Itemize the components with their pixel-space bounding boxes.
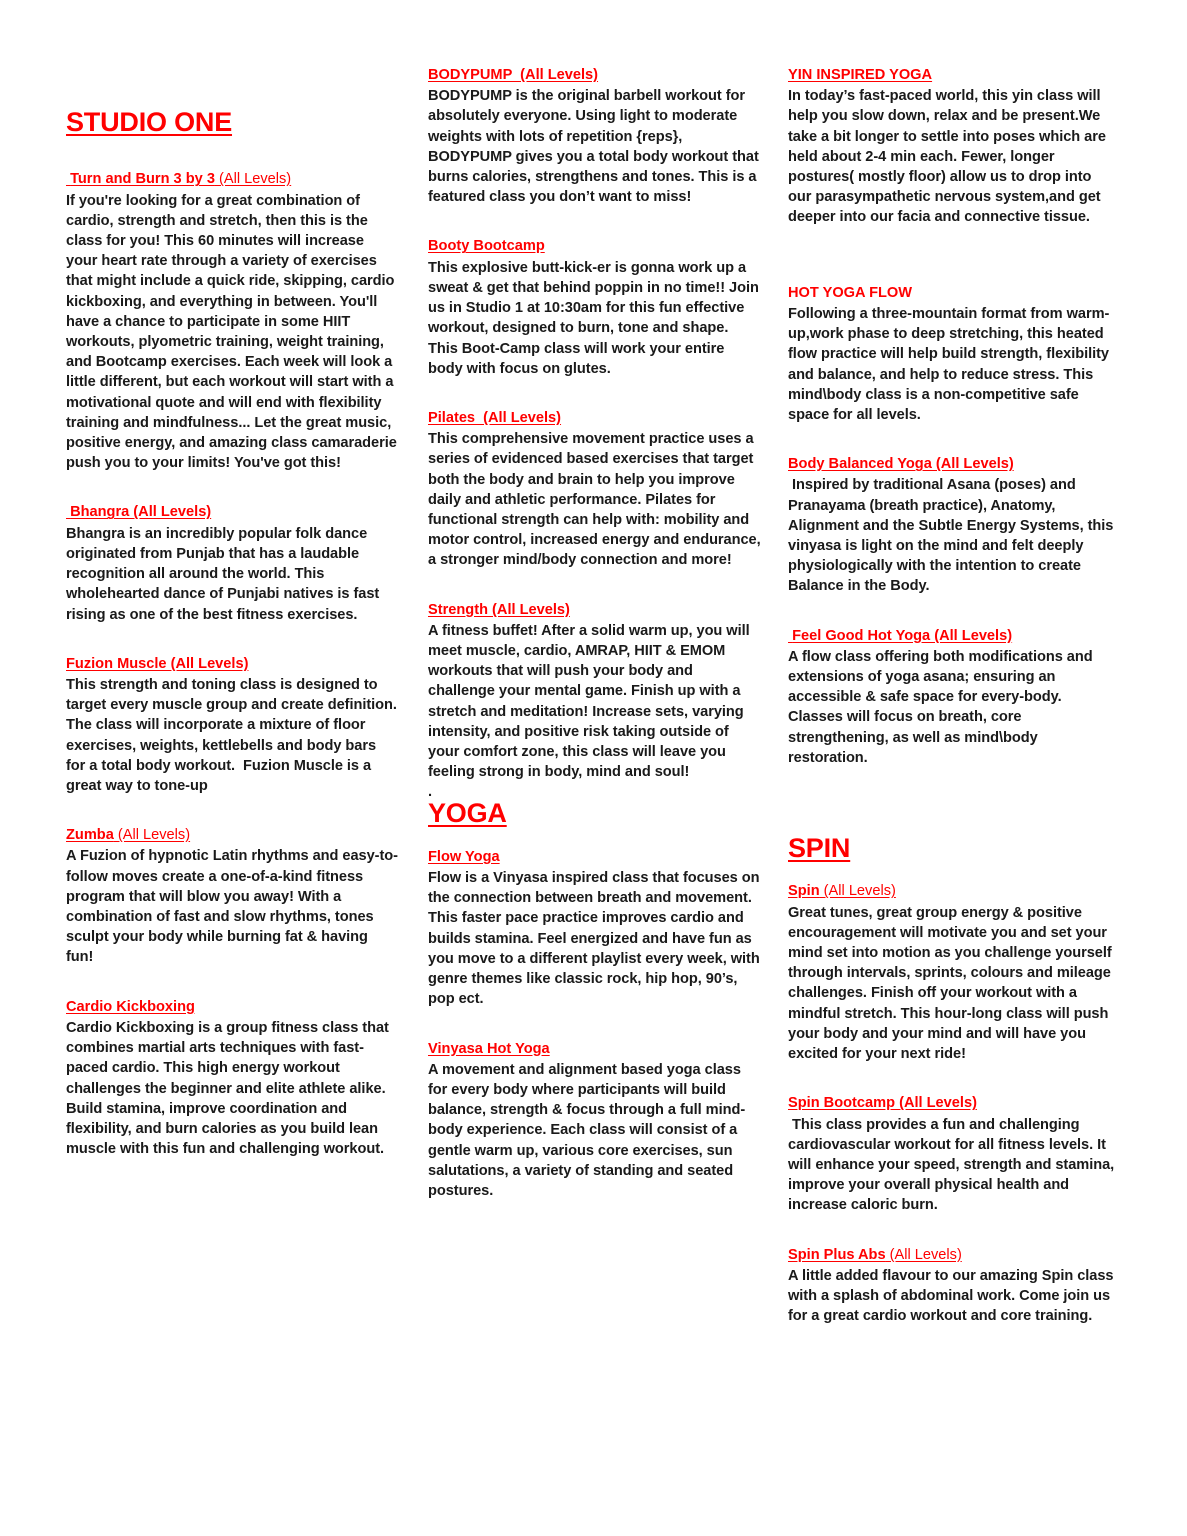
- class-block-body-balanced-yoga: [788, 455, 1118, 596]
- class-description: A Fuzion of hypnotic Latin rhythms and easy-to-follow moves create a one-of-a-kind fitness program that will blow you away! With a combination of fast and slow rhythms, tones sculpt your body while burning fat & having fun!: [66, 848, 398, 966]
- spacer: [428, 593, 762, 601]
- class-heading-spin: [788, 882, 1118, 901]
- class-block-spin-bootcamp: [788, 1094, 1118, 1215]
- spacer: [66, 647, 398, 655]
- class-block-flow-yoga: [428, 848, 762, 1010]
- class-block-feel-good-hot-yoga: [788, 627, 1118, 768]
- class-block-cardio-kickboxing: [66, 998, 398, 1160]
- class-description: In today’s fast-paced world, this yin class will help you slow down, relax and be present.We take a bit longer to settle into poses which are held about 2-4 min each. Fewer, longer postures( mostly floor) allow us to drop into our parasympathetic nervous system,and get deeper into our facia and connective tissue.: [788, 88, 1110, 226]
- heading-name: Booty Bootcamp: [428, 238, 545, 255]
- class-block-spin-plus-abs: [788, 1246, 1118, 1327]
- heading-name: Spin: [788, 883, 820, 900]
- spacer: [428, 229, 762, 237]
- column-left: [66, 0, 401, 1181]
- class-block-bodypump: [428, 66, 762, 207]
- class-block-vinyasa-hot-yoga: [428, 1040, 762, 1202]
- heading-name: Spin Plus Abs: [788, 1246, 886, 1263]
- column-middle: [428, 0, 765, 1223]
- class-description: Inspired by traditional Asana (poses) and Pranayama (breath practice), Anatomy, Alignment and the Subtle Energy Systems, this vinyasa is light on the mind and felt deeply physiologically with the intention to create Balance in the Body.: [788, 477, 1118, 595]
- class-block-pilates: [428, 409, 765, 571]
- spacer: [66, 495, 398, 503]
- class-block-booty-bootcamp: [428, 237, 762, 378]
- spacer: [428, 828, 762, 848]
- heading-name: Zumba: [66, 827, 114, 844]
- heading-name: BODYPUMP (All Levels): [428, 67, 599, 83]
- heading-name: Vinyasa Hot Yoga: [428, 1040, 550, 1057]
- class-description: If you're looking for a great combination of cardio, strength and stretch, then this is the class for you! This 60 minutes will increase your heart rate through a variety of exercises that might include a quick ride, skipping, cardio kickboxing, and everything in between. You'll have a chance to participate in some HIIT workouts, plyometric training, weight training, and Bootcamp exercises. Each week will look a little different, but each workout will start with a motivational quote and will end with flexibility training and mindfulness... Let the great music, positive energy, and amazing class camaraderie push you to your limits! You've got this!: [66, 192, 401, 472]
- heading-name: YIN INSPIRED YOGA: [788, 67, 933, 83]
- spacer: [66, 818, 398, 826]
- spacer: [428, 401, 762, 409]
- class-description: A fitness buffet! After a solid warm up, you will meet muscle, cardio, AMRAP, HIIT & EMOM workouts that will push your body and challenge your mental game. Finish up with a stretch and meditation! Increase sets, varying intensity, and positive risk taking outside of your comfort zone, this class will leave you feeling strong in body, mind and soul!: [428, 622, 754, 781]
- class-block-strength: [428, 601, 762, 800]
- class-description: This explosive butt-kick-er is gonna work up a sweat & get that behind poppin in no time!! Join us in Studio 1 at 10:30am for this fun effective workout, designed to burn, tone and shape. This Boot-Camp class will work your entire body with focus on glutes.: [428, 259, 763, 377]
- section-title-studio-one: STUDIO ONE: [66, 107, 233, 137]
- spacer: [428, 1032, 762, 1040]
- class-block-turn-and-burn: [66, 170, 401, 473]
- class-description: This comprehensive movement practice uses a series of evidenced based exercises that target both the body and brain to help you improve daily and athletic performance. Pilates for functional strength can help with: mobility and motor control, increased energy and endurance, a stronger mind/body connection and more!: [428, 431, 765, 569]
- heading-name: Cardio Kickboxing: [66, 998, 195, 1015]
- class-block-zumba: [66, 826, 398, 967]
- spacer: [66, 136, 398, 170]
- heading-level: (All Levels): [113, 827, 191, 844]
- class-heading-zumba: [66, 826, 398, 845]
- heading-name: Strength (All Levels): [428, 601, 570, 618]
- class-description: This strength and toning class is designed to target every muscle group and create definition. The class will incorporate a mixture of floor exercises, weights, kettlebells and body bars for a total body workout. Fuzion Muscle is a great way to tone-up: [66, 676, 401, 794]
- heading-name: HOT YOGA FLOW: [788, 284, 913, 301]
- spacer: [788, 619, 1118, 627]
- class-block-hot-yoga-flow: [788, 284, 1118, 425]
- class-description: A flow class offering both modifications and extensions of yoga asana; ensuring an accessible & safe space for every-body. Classes will focus on breath, core strengthening, as well as mind\body restoration.: [788, 648, 1097, 766]
- spacer: [66, 990, 398, 998]
- class-heading-turn-and-burn: [66, 170, 398, 189]
- class-description: BODYPUMP is the original barbell workout for absolutely everyone. Using light to moderate weights with lots of repetition {reps}, BODYPUMP gives you a total body workout that burns calories, strengthens and tones. This is a featured class you don’t want to miss!: [428, 88, 763, 206]
- spacer: [788, 862, 1118, 882]
- class-heading-spin-plus-abs: [788, 1246, 1118, 1265]
- heading-name: Feel Good Hot Yoga (All Levels): [792, 627, 1013, 644]
- heading-name: Turn and Burn 3 by 3: [70, 171, 215, 188]
- heading-level: (All Levels): [214, 171, 292, 188]
- class-description: Bhangra is an incredibly popular folk dance originated from Punjab that has a laudable recognition all around the world. This wholehearted dance of Punjabi natives is fast rising as one of the best fitness exercises.: [66, 525, 384, 623]
- class-heading-yin-inspired-yoga: [788, 66, 1118, 85]
- class-description: A movement and alignment based yoga class for every body where participants will build balance, strength & focus through a full mind-body experience. Each class will consist of a gentle warm up, various core exercises, sun salutations, a variety of standing and seated postures.: [428, 1061, 746, 1199]
- class-description: Cardio Kickboxing is a group fitness class that combines martial arts techniques with fast- paced cardio. This high energy workout challenges the beginner and elite athlete alike. Build stamina, improve coordination and flexibility, and burn calories as you build lean muscle with this fun and challenging workout.: [66, 1019, 393, 1158]
- class-block-bhangra: [66, 503, 398, 624]
- class-heading-body-balanced-yoga: [788, 455, 1118, 474]
- heading-name: Fuzion Muscle (All Levels): [66, 655, 249, 672]
- class-heading-feel-good-hot-yoga: [788, 627, 1118, 646]
- class-description: Following a three-mountain format from warm-up,work phase to deep stretching, this heated flow practice will help build strength, flexibility and balance, and help to reduce stress. This mind\body class is a non-competitive safe space for all levels.: [788, 305, 1114, 423]
- heading-name: Flow Yoga: [428, 848, 500, 865]
- class-block-fuzion-muscle: [66, 655, 401, 796]
- class-heading-fuzion-muscle: [66, 655, 398, 674]
- class-heading-pilates: [428, 409, 762, 428]
- class-heading-booty-bootcamp: [428, 237, 762, 256]
- heading-name: Body Balanced Yoga (All Levels): [788, 456, 1014, 473]
- class-description: Flow is a Vinyasa inspired class that focuses on the connection between breath and movement. This faster pace practice improves cardio and builds stamina. Feel energized and have fun as you move to a different playlist every week, with genre themes like classic rock, hip hop, 90’s, pop ect.: [428, 870, 764, 1008]
- heading-name: Pilates (All Levels): [428, 409, 562, 426]
- class-heading-vinyasa-hot-yoga: [428, 1040, 762, 1059]
- spacer: [788, 790, 1118, 834]
- class-description: Great tunes, great group energy & positive encouragement will motivate you and set your mind set into motion as you challenge yourself through intervals, sprints, colours and mileage challenges. Finish off your workout with a mindful stretch. This hour-long class will push your body and your mind and will have you excited for your next ride!: [788, 904, 1116, 1063]
- class-block-yin-inspired-yoga: [788, 66, 1118, 228]
- heading-name: Bhangra (All Levels): [70, 504, 212, 521]
- stray-period: .: [428, 784, 433, 801]
- heading-name: Spin Bootcamp (All Levels): [788, 1095, 977, 1112]
- section-title-yoga: YOGA: [428, 798, 507, 829]
- heading-level: (All Levels): [819, 883, 896, 900]
- class-heading-spin-bootcamp: [788, 1094, 1118, 1113]
- class-heading-hot-yoga-flow: [788, 284, 1118, 303]
- section-title-spin: SPIN: [788, 833, 851, 864]
- class-description: A little added flavour to our amazing Spin class with a splash of abdominal work. Come join us for a great cardio workout and core training.: [788, 1267, 1118, 1325]
- class-block-spin: [788, 882, 1118, 1064]
- spacer: [788, 250, 1118, 284]
- column-right: [788, 0, 1118, 1348]
- class-heading-bodypump: [428, 66, 762, 85]
- spacer: [788, 1086, 1118, 1094]
- class-heading-strength: [428, 601, 762, 620]
- class-description: This class provides a fun and challenging cardiovascular workout for all fitness levels. It will enhance your speed, strength and stamina, improve your overall physical health and increase caloric burn.: [788, 1116, 1119, 1214]
- spacer: [788, 1238, 1118, 1246]
- class-heading-flow-yoga: [428, 848, 762, 867]
- heading-level: (All Levels): [885, 1246, 962, 1263]
- class-heading-bhangra: [66, 503, 398, 522]
- spacer: [788, 447, 1118, 455]
- class-heading-cardio-kickboxing: [66, 998, 398, 1017]
